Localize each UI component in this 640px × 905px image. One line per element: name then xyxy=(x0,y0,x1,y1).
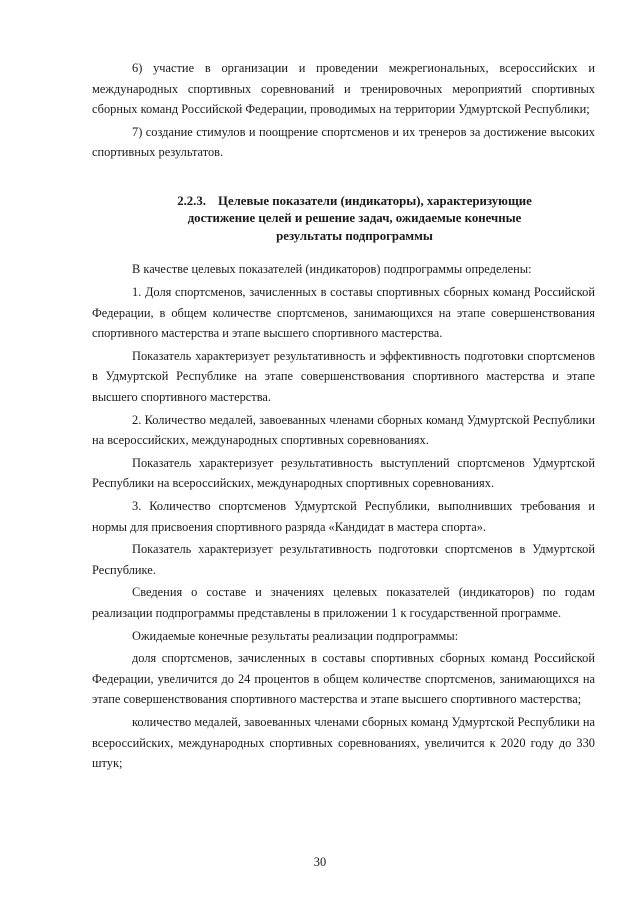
section-title-line-2: достижение целей и решение задач, ожидаемые конечные xyxy=(187,211,522,226)
paragraph-intro: В качестве целевых показателей (индикаторов) подпрограммы определены: xyxy=(132,262,532,277)
page-number: 30 xyxy=(313,855,327,869)
section-title-line-3: результаты подпрограммы xyxy=(276,228,433,243)
paragraph-result-share: доля спортсменов, зачисленных в составы спортивных сборных команд Российской Федерации, увеличится до 24 процентов в общем количестве спортсменов, занимающихся на этапе совершенствования спортивного мастерства и этапе высшего спортивного мастерства; xyxy=(92,651,595,707)
paragraph-indicator-3-note: Показатель характеризует результативность подготовки спортсменов в Удмуртской Республике. xyxy=(92,542,595,577)
section-heading xyxy=(92,193,595,246)
paragraph-indicator-1: 1. Доля спортсменов, зачисленных в составы спортивных сборных команд Российской Федерации, в общем количестве спортсменов, занимающихся на этапе совершенствования спортивного мастерства и этапе высшего спортивного мастерства. xyxy=(92,285,595,341)
section-number: 2.2.3. xyxy=(177,193,206,208)
document-page xyxy=(92,58,595,776)
paragraph-indicator-1-note: Показатель характеризует результативность и эффективность подготовки спортсменов в Удмуртской Республике на этапе совершенствования спортивного мастерства и этапе высшего спортивного мастерства. xyxy=(92,348,595,405)
paragraph-appendix-reference: Сведения о составе и значениях целевых показателей (индикаторов) по годам реализации подпрограммы представлены в приложении 1 к государственной программе. xyxy=(92,585,595,620)
paragraph-indicator-2: 2. Количество медалей, завоеванных членами сборных команд Удмуртской Республики на всероссийских, международных спортивных соревнованиях. xyxy=(92,412,595,448)
paragraph-result-medals: количество медалей, завоеванных членами сборных команд Удмуртской Республики на всероссийских, международных спортивных соревнованиях, увеличится к 2020 году до 330 штук; xyxy=(92,714,595,771)
paragraph-indicator-2-note: Показатель характеризует результативность выступлений спортсменов Удмуртской Республики на всероссийских, международных спортивных соревнованиях. xyxy=(92,455,595,491)
paragraph-indicator-3: 3. Количество спортсменов Удмуртской Республики, выполнивших требования и нормы для присвоения спортивного разряда «Кандидат в мастера спорта». xyxy=(92,499,595,534)
section-title-line-1: Целевые показатели (индикаторы), характеризующие xyxy=(217,193,532,208)
paragraph-item-6: 6) участие в организации и проведении межрегиональных, всероссийских и международных спортивных соревнований и тренировочных мероприятий спортивных сборных команд Российской Федерации, проводимых на территории Удмуртской Республики; xyxy=(92,61,595,117)
paragraph-item-7: 7) создание стимулов и поощрение спортсменов и их тренеров за достижение высоких спортивных результатов. xyxy=(92,124,595,160)
paragraph-expected-results: Ожидаемые конечные результаты реализации подпрограммы: xyxy=(132,628,459,643)
